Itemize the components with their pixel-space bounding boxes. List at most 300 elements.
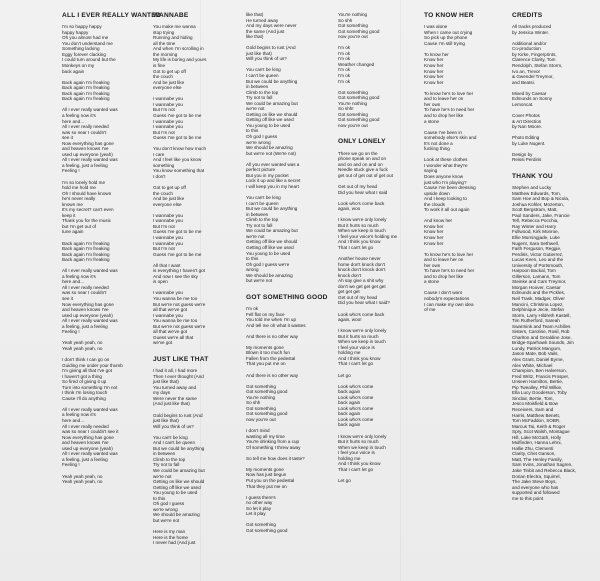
lyric-line: a feeling now it's: [62, 112, 96, 118]
lyric-line: Fell flat on my face: [246, 311, 285, 317]
lyric-line: Climb to the top: [246, 217, 279, 223]
lyric-line: Charlton and Geraldine Jose,: [512, 334, 572, 340]
lyric-line: now you're out: [338, 34, 368, 40]
lyric-line: So shh!: [338, 106, 354, 112]
lyric-line: And tell me oh what it wastes: [246, 322, 306, 328]
lyric-line: Stephen and Lucky: [512, 185, 552, 191]
lyric-line: Sisters, Caroline, Rosil, Rob: [512, 329, 570, 335]
lyric-line: Try not to fall: [246, 222, 273, 228]
lyric-line: a feeling now it's: [62, 412, 96, 418]
lyric-line: Oh god I guess: [153, 501, 185, 507]
lyric-line: knock don't: [338, 272, 362, 278]
lyrics-column-5: [424, 12, 492, 313]
lyric-line: Alex Grant, Daniel Byrne,: [512, 357, 564, 363]
lyric-line: Perdiris, Victor Gutierrez,: [512, 251, 564, 257]
lyric-line: All I ever really wanted was: [62, 406, 118, 412]
lyric-line: Bridge-Sparhawk Sounds, Jim: [512, 340, 574, 346]
lyric-line: we're not: [246, 106, 265, 112]
lyric-line: Guess I've got to be me: [153, 112, 202, 118]
lyric-line: The Jake Steve Boys,: [512, 479, 557, 485]
lyric-line: here and…: [62, 418, 85, 424]
lyric-line: her own: [424, 101, 441, 107]
lyric-line: And I keep looking to: [424, 196, 467, 202]
lyric-line: and heaven knows I've: [62, 440, 109, 446]
lyric-line: Getting off like we used: [153, 484, 201, 490]
lyric-line: Know her: [424, 223, 444, 229]
lyrics-column-2: [153, 12, 221, 546]
lyric-line: And my days were never: [246, 23, 297, 29]
lyric-line: Alex White, Michael: [512, 362, 553, 368]
lyric-line: get out of get out of get out: [338, 172, 393, 178]
lyric-line: Know her: [424, 229, 444, 235]
lyric-line: I can't be queen: [246, 73, 279, 79]
lyric-line: Morgan Hoover, Caesar: [512, 284, 561, 290]
lyric-line: Now everything has gone: [62, 140, 114, 146]
lyric-line: Will you think of us?: [153, 423, 194, 429]
lyric-line: the morning: [153, 51, 178, 57]
lyric-line: I don't: [153, 173, 166, 179]
lyric-line: I'm ok: [338, 56, 351, 62]
lyric-line: (And just like that): [153, 401, 190, 407]
lyric-line: and Beatsi.: [512, 79, 535, 85]
lyric-line: Tell, Rebecca Pocchia,: [512, 218, 559, 224]
lyric-line: Look who's come back: [338, 200, 385, 206]
lyric-line: Clarity, Chet Ganson,: [512, 451, 556, 457]
lyric-line: We should be amazing: [246, 272, 293, 278]
lyric-line: but we're not (We're not): [246, 150, 296, 156]
lyric-line: You don't understand me: [62, 40, 113, 46]
lyric-line: Jason Mate, Bob Vails,: [512, 351, 559, 357]
lyric-line: I'm ok: [246, 306, 259, 311]
lyric-line: Running and hiding: [153, 35, 193, 41]
lyric-line: I don't think I can go on: [62, 357, 110, 363]
lyric-line: Pip Twealley, Phil Wilkie,: [512, 384, 563, 390]
lyric-line: To have he's to need her: [424, 268, 475, 274]
lyric-line: All I ever really needed: [62, 423, 109, 429]
lyric-line: I wannabe you: [153, 96, 183, 102]
lyric-line: Look who's come back: [338, 311, 385, 317]
lyric-line: like that): [246, 34, 264, 40]
lyric-line: fucking thing: [424, 146, 450, 152]
lyric-line: I wannabe you: [153, 234, 183, 240]
lyrics-column-3: [246, 12, 328, 533]
lyric-line: we're not: [246, 233, 265, 239]
lyric-line: But I'm not: [153, 223, 175, 229]
lyric-line: So pick up the phone: [424, 35, 468, 41]
lyric-line: see it: [62, 135, 73, 141]
lyric-line: That I can't let go: [338, 244, 374, 250]
lyric-line: Cause I'm still trying: [424, 40, 465, 46]
lyric-line: All I ever really needed: [62, 124, 109, 130]
lyric-line: All I ever really wanted was: [62, 107, 118, 113]
lyric-line: a feeling, just a feeling: [62, 162, 108, 168]
lyric-line: by Jessica Winter.: [512, 29, 550, 35]
lyric-line: by Nan Moore.: [512, 124, 543, 130]
song-title: WANNABE: [153, 12, 189, 19]
lyric-line: Sam Irvins, Jonathan Sagren,: [512, 462, 573, 468]
lyric-line: all that we've got: [153, 329, 188, 335]
lyric-line: My moments gone: [246, 466, 284, 472]
lyric-line: Back again I'm freaking: [62, 90, 110, 96]
lyric-line: in between: [153, 451, 176, 457]
lyric-line: Of something I threw away: [246, 444, 301, 450]
lyric-line: Back again I'm freaking: [62, 85, 110, 91]
lyric-line: Back again I'm freaking: [62, 257, 110, 263]
lyric-line: You can't be king: [153, 434, 188, 440]
lyric-line: Matthew Edwards, Tom,: [512, 190, 561, 196]
lyric-line: Let go: [338, 372, 351, 378]
lyric-line: I wannabe you: [153, 218, 183, 224]
lyric-line: Gold begins to rust (And: [246, 45, 296, 51]
lyric-line: There we go on the: [338, 150, 378, 156]
lyric-line: supported and followed: [512, 490, 560, 496]
lyric-line: And there is no other way: [246, 372, 299, 378]
lyric-line: We could be amazing but: [246, 228, 298, 234]
lyric-line: Faith Ferguson, Reggie,: [512, 246, 562, 252]
lyric-line: I will keep you in my heart: [246, 183, 299, 189]
lyric-line: You wanna be me too: [153, 296, 198, 301]
lyric-line: Weather changed: [338, 61, 375, 67]
lyric-line: Harris, Matthew Benett,: [512, 412, 560, 418]
song-title: ALL I EVER REALLY WANTED: [62, 12, 161, 19]
lyric-line: Does anyone know: [424, 173, 464, 179]
lyric-line: Look who's come: [338, 416, 374, 422]
lyric-line: Back again I'm freaking: [62, 96, 110, 102]
lyric-line: And there is no other way: [246, 333, 299, 339]
lyric-line: So shh: [338, 17, 353, 23]
lyric-line: Got something: [246, 383, 276, 389]
lyric-line: saying: [424, 168, 438, 174]
lyric-line: Unseen Hamilton, Bertie,: [512, 379, 564, 385]
lyric-line: Got something good: [246, 389, 288, 395]
lyric-line: Cause I'll do anything: [62, 395, 106, 401]
credits-column: [512, 12, 598, 501]
lyric-line: But we could be anything: [246, 78, 298, 84]
lyric-line: When we keep in touch: [338, 444, 386, 450]
lyric-line: But we're not guess we're: [153, 323, 206, 329]
lyric-line: You wanna be me too: [153, 318, 198, 324]
lyric-line: My moments gone: [246, 344, 284, 350]
lyric-line: but we're not: [246, 278, 273, 284]
song-title: GOT SOMETHING GOOD: [246, 293, 328, 301]
lyric-line: Clarence Clarity, Tom: [512, 57, 556, 63]
lyric-line: Something lacking: [62, 46, 100, 52]
lyric-line: When I came out crying: [424, 29, 473, 35]
lyric-line: Sinclair, Bertie, Tom,: [512, 395, 554, 401]
lyric-line: is everything I haven't got: [153, 268, 205, 274]
lyric-line: Know her: [424, 63, 444, 69]
lyric-line: don't we get get get get: [338, 283, 386, 289]
lyric-line: a feeling now it's: [62, 273, 96, 279]
song-title: JUST LIKE THAT: [153, 355, 209, 363]
lyric-line: All tracks produced: [512, 24, 552, 30]
lyric-line: You turned away and: [153, 384, 196, 390]
lyric-line: Back again I'm freaking: [62, 79, 110, 85]
lyric-line: Got something good: [338, 95, 380, 101]
lyric-line: Got to get up off: [153, 68, 186, 74]
lyric-line: Yeah yeah yeah, no: [62, 340, 103, 346]
lyric-line: now you're out: [246, 416, 276, 422]
lyric-line: Matt, The Henley Family,: [512, 456, 563, 462]
lyric-line: like that): [246, 12, 264, 17]
lyric-line: University of Portsmouth,: [512, 262, 564, 268]
lyric-line: Gillerson, Lamann, Tom: [512, 273, 561, 279]
lyric-line: nobody's expectations: [424, 296, 470, 301]
lyric-line: But it hurts so much: [338, 439, 379, 445]
lyric-line: Guess I've got to be me: [153, 135, 202, 141]
lyric-line: in between: [246, 211, 269, 217]
lyric-line: I'm giving all that I've got: [62, 368, 113, 374]
lyric-line: Ah say give a shit why: [338, 278, 384, 284]
lyrics-column-4: [338, 12, 404, 484]
lyric-line: Here is the home: [153, 534, 188, 540]
lyric-line: Delphinique Jecie, Stefan: [512, 307, 565, 313]
lyric-line: Getting off like we used: [246, 117, 294, 123]
lyric-line: Look who's come: [338, 383, 374, 389]
lyric-line: Turn into something I'm not: [62, 384, 118, 390]
lyric-line: Feeling !: [62, 329, 80, 335]
lyric-line: Got something: [338, 89, 368, 95]
lyric-line: But it hurts so much: [338, 333, 379, 339]
lyric-line: And be just like: [153, 196, 185, 202]
lyric-line: Look at these clothes: [424, 157, 468, 163]
lyric-line: Mulfinden, Hanna Lehni,: [512, 440, 562, 446]
lyric-line: get get get: [338, 289, 360, 295]
lyric-line: Got something good: [338, 117, 380, 123]
lyric-line: her own: [424, 262, 441, 268]
lyric-line: But I'm not: [153, 129, 175, 135]
lyric-line: But we could be anything: [153, 445, 205, 451]
lyric-line: I'm ok: [338, 50, 351, 56]
lyric-line: You can't be king: [246, 67, 281, 73]
lyric-line: happy happy: [62, 29, 89, 35]
lyric-line: Edmunds on Sonny: [512, 96, 553, 102]
song-title: TO KNOW HER: [424, 12, 474, 19]
lyric-line: So shh: [246, 400, 261, 406]
lyric-line: Guess I've got to be me: [153, 229, 202, 235]
lyric-line: When we keep in touch: [338, 228, 386, 234]
lyric-line: All I ever really wanted was: [62, 451, 118, 457]
lyric-line: Lundy, Patrick Mangum,: [512, 345, 562, 351]
lyric-line: Know her: [424, 240, 444, 246]
lyric-line: Now has just begun: [246, 472, 287, 478]
lyric-line: and to leave her on: [424, 96, 464, 102]
lyric-line: back again: [338, 411, 361, 417]
lyric-line: Tom McFaddon, SOBR,: [512, 418, 561, 424]
lyric-line: Know her: [424, 79, 444, 85]
lyric-line: Storm, Larry Hildreth Kastell,: [512, 312, 571, 318]
lyric-line: To work it all out again: [424, 207, 470, 213]
lyric-line: Got something good: [246, 527, 288, 533]
lyric-line: here and…: [62, 118, 85, 124]
lyric-line: me to this point: [512, 495, 544, 501]
lyric-line: Gold begins to rust (And: [153, 412, 203, 418]
lyric-line: Will you think of us?: [246, 56, 287, 62]
lyric-line: Look who's come: [338, 394, 374, 400]
lyric-line: now you're out: [338, 122, 368, 128]
lyric-line: Got something: [338, 23, 368, 29]
lyric-line: I could turn around but the: [62, 57, 116, 63]
lyric-line: I feel your voice's holding me: [338, 233, 398, 239]
lyric-line: Receivers, Sam and: [512, 406, 554, 412]
lyric-line: used up everyone (yeah): [62, 151, 113, 157]
lyrics-section: [153, 12, 221, 346]
lyric-line: Mixed by Caesar: [512, 90, 547, 96]
lyric-line: To know he's to love her: [424, 90, 474, 96]
lyric-line: I'm ok: [338, 78, 351, 84]
lyric-line: we've got: [153, 340, 173, 346]
lyric-line: the couch: [153, 74, 173, 80]
lyric-line: We should be amazing: [153, 512, 200, 518]
lyric-line: and to drop her like: [424, 273, 464, 279]
lyric-line: he's never really: [62, 196, 96, 202]
lyric-line: Know her: [424, 57, 444, 63]
lyric-line: Climb to the top: [153, 456, 186, 462]
lyric-line: Hill, Lake McGath, Holly: [512, 434, 562, 440]
lyric-line: It's my secret? can't even: [62, 207, 114, 213]
lyric-line: Getting off like we should: [246, 239, 298, 245]
lyric-line: just like that): [153, 418, 179, 424]
lyric-line: I haven't got a thing: [62, 373, 102, 379]
lyric-line: You told me when I'm up: [246, 317, 296, 323]
lyric-line: Mancini, Christina Lopez,: [512, 301, 564, 307]
lyric-line: Climb to the top: [246, 89, 279, 95]
lyric-line: But we could be anything: [246, 206, 298, 212]
lyric-line: back again: [338, 400, 361, 406]
lyric-line: I think I'm losing touch: [62, 390, 108, 396]
lyric-line: To have he's to need her: [424, 107, 475, 113]
lyric-line: Ray Winter and Harry: [512, 223, 557, 229]
lyric-line: & Gwendel Treymor,: [512, 74, 554, 80]
lyric-line: Cause I've been dressing: [424, 185, 476, 191]
lyric-line: You're drinking from a cup: [246, 439, 300, 445]
lyric-line: wrong: [246, 267, 259, 273]
lyric-line: Fred Writz, Francis Prosper,: [512, 373, 570, 379]
lyric-line: we're not: [153, 473, 172, 479]
lyric-line: You don't know how much: [153, 146, 207, 152]
lyric-line: Let it play: [246, 511, 266, 517]
lyric-line: to this: [246, 256, 259, 262]
lyric-line: no other way: [246, 500, 273, 506]
lyric-line: Jesco Moisfield & Bow: [512, 401, 558, 407]
lyric-line: knock don't knock don't: [338, 267, 386, 273]
lyric-line: and to drop her like: [424, 112, 464, 118]
lyric-line: I know we're only lonely: [338, 217, 387, 223]
lyric-line: Edmunds and the Pickles,: [512, 290, 566, 296]
lyric-line: Oh god I guess we're: [246, 261, 290, 267]
lyric-line: I'm ok: [338, 67, 351, 73]
lyric-line: but we're not: [153, 517, 180, 523]
lyrics-section: [338, 138, 404, 483]
lyric-line: When we keep in touch: [338, 339, 386, 345]
lyric-line: I feel your voice is: [338, 344, 375, 350]
lyric-line: Did you hear what I said: [338, 189, 388, 195]
lyric-line: all that we've got: [153, 307, 188, 313]
lyric-line: Scott Bergstram, Matt,: [512, 207, 558, 213]
lyric-line: Know her: [424, 234, 444, 240]
lyric-line: my days: [153, 390, 171, 396]
lyric-line: and heaven knows I've: [62, 307, 109, 313]
lyric-line: Now everything has gone: [62, 434, 114, 440]
lyric-line: All I ever really wanted was: [62, 268, 118, 274]
lyric-line: I'm ok: [338, 73, 351, 79]
lyric-line: All that I want: [153, 262, 181, 268]
lyric-line: a stone: [424, 279, 440, 285]
lyric-line: Were never the same: [153, 395, 197, 401]
lyrics-section: [338, 12, 404, 128]
lyric-line: To know her: [424, 51, 449, 57]
lyric-line: and to leave her on: [424, 257, 464, 263]
lyric-line: Try not to fall: [153, 462, 180, 468]
lyric-line: But I'm not: [153, 107, 175, 113]
lyric-line: All you ever wanted was a: [246, 161, 300, 167]
lyric-line: back again: [62, 68, 85, 74]
lyric-line: It's not done a: [424, 140, 453, 146]
lyric-line: and everyone who has: [512, 484, 559, 490]
lyric-line: That you put me on: [246, 361, 286, 367]
lyric-line: Spry, Scot Walsh, Montague: [512, 429, 570, 435]
lyric-line: I guess there's: [246, 494, 276, 500]
lyric-line: But it hurts so much: [338, 222, 379, 228]
lyric-line: Monkeys on my: [62, 63, 95, 69]
lyric-line: Put you on the pedestal: [246, 477, 295, 483]
lyric-line: And now I see the sky: [153, 273, 198, 279]
lyric-line: Hallie Zhu, Clementi: [512, 445, 554, 451]
lyric-line: hold me hold me: [62, 185, 96, 191]
lyric-line: wasting all my time: [246, 433, 285, 439]
lyric-line: Oh you almost had me: [62, 35, 109, 41]
lyric-line: Swarmink and Team Achilles: [512, 323, 571, 329]
lyric-line: And when I'm scrolling in: [153, 46, 204, 52]
lyric-line: used up everyone (yeah): [62, 445, 113, 451]
lyric-line: just who I'm playing?: [424, 179, 467, 185]
lyric-line: is fine: [153, 63, 166, 69]
lyric-line: a stone: [424, 118, 440, 124]
lyric-line: I wannabe you: [153, 118, 183, 124]
lyric-line: by Kirke, Fingerprints,: [512, 51, 557, 57]
lyric-line: We could be amazing but: [246, 100, 298, 106]
lyric-line: I feel your voice is: [338, 450, 375, 456]
lyric-line: Here is my man: [153, 528, 186, 534]
lyric-line: And I think you know: [338, 355, 381, 361]
lyric-line: stop trying: [153, 29, 175, 35]
lyric-line: And be just like: [153, 79, 185, 85]
lyric-line: I wannabe you: [153, 240, 183, 246]
lyric-line: But you in my pocket: [246, 172, 289, 178]
lyric-line: Got something good: [246, 411, 288, 417]
lyric-line: holding me: [338, 455, 361, 461]
lyric-line: Needle stuck give a fuck: [338, 167, 388, 173]
lyric-line: Champion, Ben Halverson,: [512, 368, 567, 374]
lyric-line: somebody else's skin and: [424, 135, 477, 141]
lyric-line: I was alone: [424, 24, 448, 30]
lyric-line: Joshua Kohler, Mozerton,: [512, 201, 565, 207]
lyric-line: Then I ever thought (And: [153, 373, 204, 379]
lyric-line: was so near I couldn't: [62, 129, 107, 135]
lyric-line: Paul Sanders, Jake, Francie: [512, 212, 570, 218]
lyric-line: You can't be king: [246, 195, 281, 201]
lyric-line: Nugent, Sara Sethwell,: [512, 240, 559, 246]
lyric-line: again, woo: [338, 206, 361, 212]
lyric-line: Lemoncat.: [512, 101, 534, 107]
lyric-line: You're nothing: [338, 12, 368, 17]
lyrics-section: [424, 12, 492, 313]
lyric-line: Thank you for the music: [62, 218, 112, 224]
lyric-line: You make me wanna: [153, 24, 196, 30]
lyric-line: All I ever really wanted was: [62, 318, 118, 324]
lyric-line: I care: [153, 151, 165, 157]
lyric-line: We should be amazing: [246, 145, 293, 151]
